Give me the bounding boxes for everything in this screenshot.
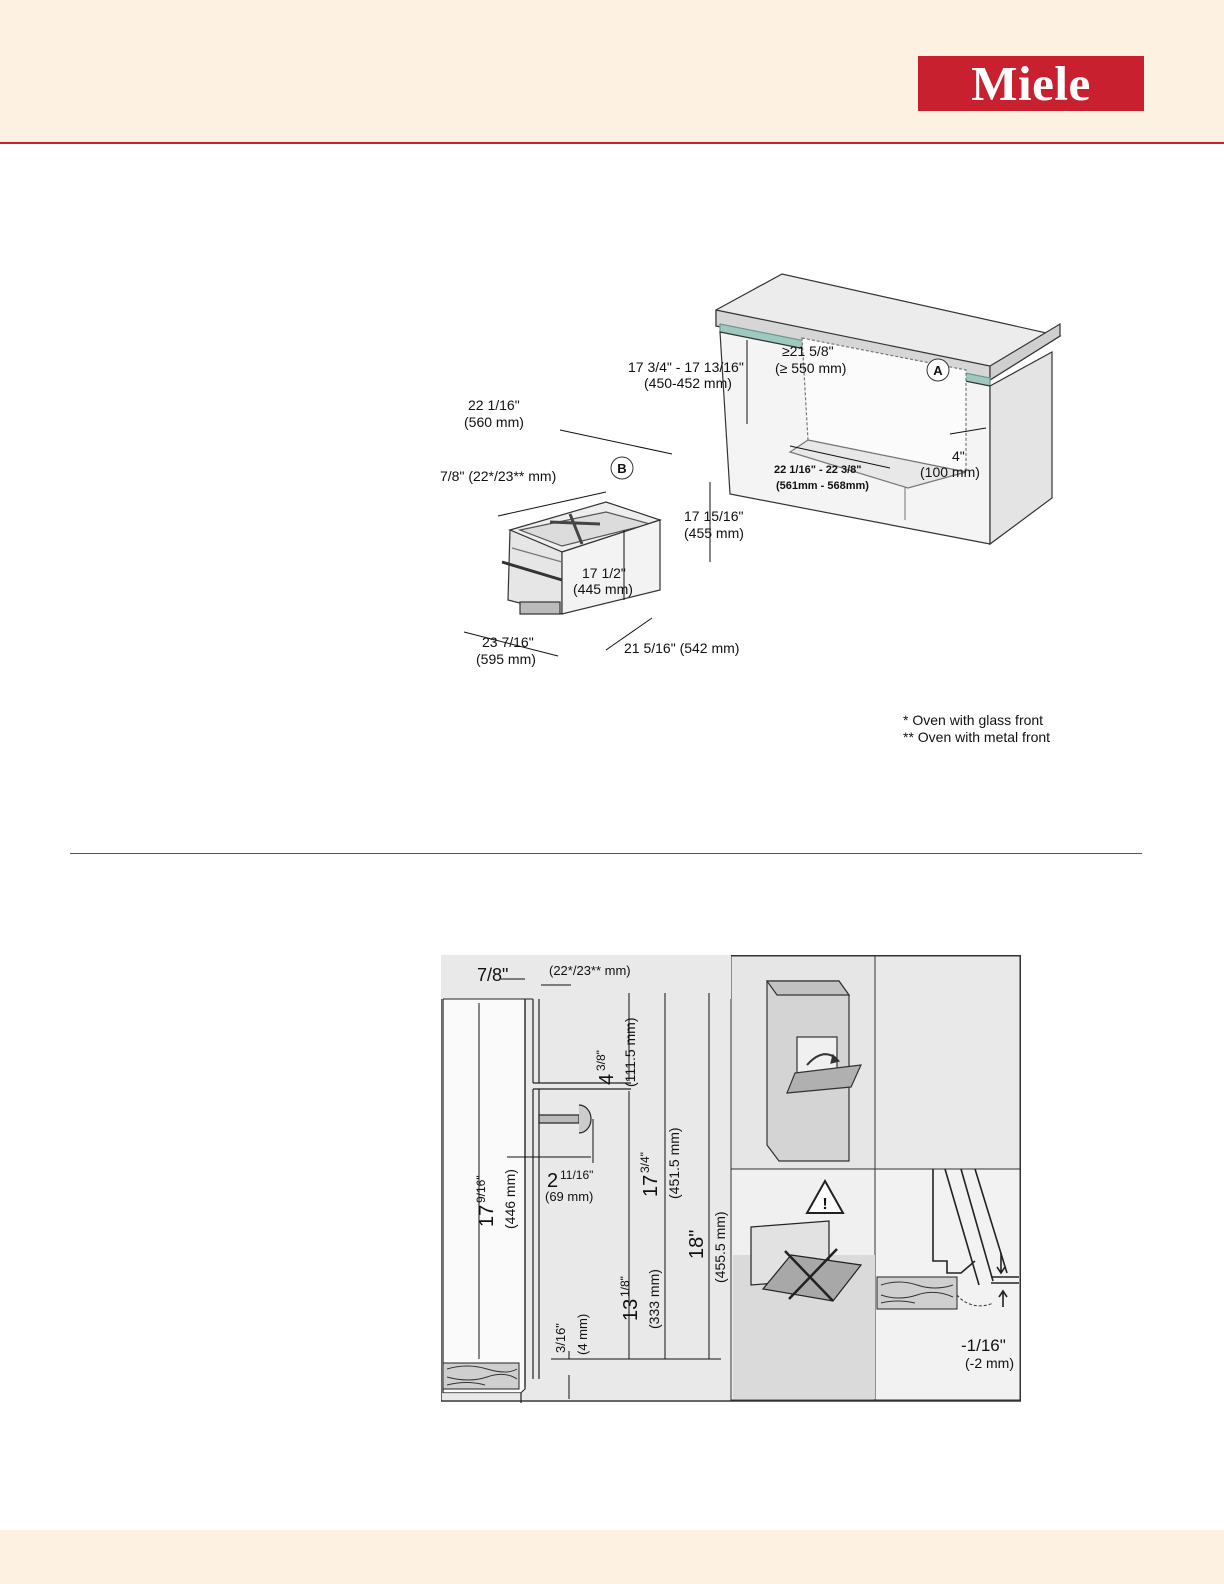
gap-mm: (100 mm)	[920, 464, 980, 480]
gap-in: 4"	[952, 448, 965, 464]
door-clearance-diagram	[441, 955, 1021, 1403]
niche-width-in: 22 1/16" - 22 3/8"	[774, 464, 862, 476]
total-height-in: 18"	[686, 1229, 708, 1259]
niche-depth-mm: (≥ 550 mm)	[775, 360, 847, 376]
total-height-mm: (455.5 mm)	[712, 1211, 728, 1283]
bottom-gap-in: 3/16"	[553, 1323, 568, 1353]
body-height-whole: 17	[476, 1204, 498, 1227]
page-header	[0, 0, 1224, 144]
front-offset-mm: (22*/23** mm)	[549, 963, 631, 978]
niche-height-in: 17 3/4" - 17 13/16"	[628, 359, 744, 375]
height-outer-mm: (455 mm)	[684, 525, 744, 541]
mid-height-mm: (451.5 mm)	[666, 1127, 682, 1199]
note-metal-front: ** Oven with metal front	[903, 729, 1051, 745]
section-divider	[70, 853, 1142, 854]
body-height-mm: (446 mm)	[502, 1169, 518, 1229]
niche-depth-in: ≥21 5/8"	[782, 343, 834, 359]
body-height-frac: 9/16"	[474, 1175, 488, 1203]
handle-mm: (69 mm)	[545, 1189, 594, 1204]
note-glass-front: * Oven with glass front	[903, 712, 1044, 728]
level-floor-wood	[877, 1277, 957, 1309]
svg-text:!: !	[822, 1196, 828, 1213]
niche-height-mm: (450-452 mm)	[644, 375, 732, 391]
label-a: A	[933, 363, 943, 378]
handle-whole: 2	[547, 1170, 559, 1192]
footnotes	[903, 712, 1050, 746]
installation-diagram	[420, 262, 1080, 682]
label-b: B	[617, 461, 627, 476]
low-height-mm: (333 mm)	[646, 1269, 662, 1329]
level-in: -1/16"	[961, 1336, 1006, 1355]
door-handle	[539, 1115, 579, 1123]
height-inner-in: 17 1/2"	[582, 565, 626, 581]
height-outer-in: 17 15/16"	[684, 508, 744, 524]
top-gap-frac: 3/8"	[594, 1050, 608, 1071]
top-gap-whole: 4	[596, 1073, 618, 1085]
mid-height-frac: 3/4"	[638, 1152, 652, 1173]
depth: 21 5/16" (542 mm)	[624, 640, 740, 656]
panel-top-right	[875, 956, 1020, 1169]
miele-logo: Miele	[918, 56, 1144, 111]
page-footer	[0, 1530, 1224, 1584]
niche-width-mm: (561mm - 568mm)	[776, 480, 869, 492]
top-gap-mm: (111.5 mm)	[622, 1017, 638, 1087]
width-mm: (595 mm)	[476, 651, 536, 667]
bottom-gap-mm: (4 mm)	[575, 1313, 590, 1355]
low-height-whole: 13	[620, 1298, 642, 1321]
handle-frac: 11/16"	[560, 1168, 594, 1182]
front-offset-in: 7/8"	[477, 965, 509, 985]
height-inner-mm: (445 mm)	[573, 581, 633, 597]
low-height-frac: 1/8"	[618, 1276, 632, 1297]
top-width-in: 22 1/16"	[468, 397, 520, 413]
top-width-mm: (560 mm)	[464, 414, 524, 430]
width-in: 23 7/16"	[482, 634, 534, 650]
front-depth: 7/8" (22*/23** mm)	[440, 468, 557, 484]
level-mm: (-2 mm)	[965, 1355, 1014, 1371]
mid-height-whole: 17	[640, 1174, 662, 1197]
